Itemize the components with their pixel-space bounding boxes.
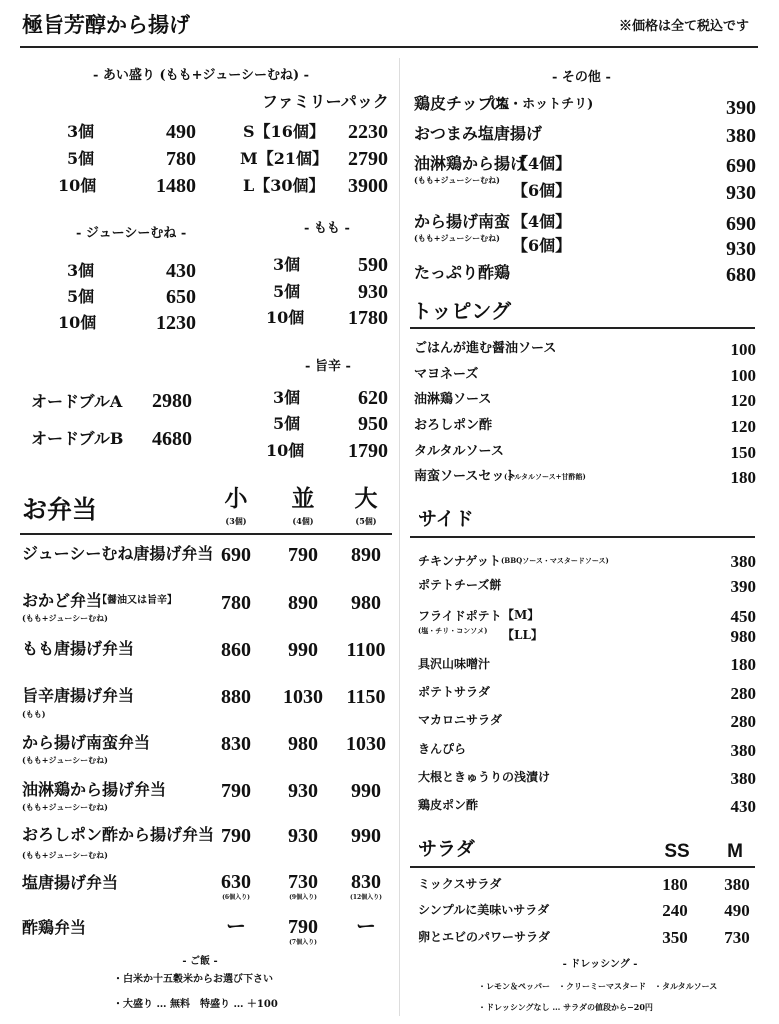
bento-size-label: 並: [291, 485, 315, 512]
column-divider: [399, 58, 400, 1016]
side-item-price: 280: [730, 712, 756, 731]
salad-size-label: M: [727, 841, 743, 862]
salad-item-name: 卵とエビのパワーサラダ: [418, 930, 550, 944]
side-item-price: 380: [730, 741, 756, 760]
bento-price-large: 1100: [346, 639, 386, 661]
other-item-name: 油淋鶏から揚げ: [414, 154, 527, 173]
side-item-price: 380: [730, 769, 756, 788]
topping-item-name: タルタルソース: [414, 444, 504, 459]
other-item-note: (塩・ホットチリ): [490, 97, 594, 112]
other-item-name: から揚げ南蛮: [414, 212, 511, 231]
salad-size-label: SS: [664, 841, 690, 862]
topping-item-price: 120: [730, 391, 756, 410]
other-item-price: 930: [726, 238, 756, 260]
bento-item-tag: 【醤油又は旨辛】: [97, 595, 177, 606]
bento-item-name: もも唐揚げ弁当: [22, 639, 135, 658]
bento-item-name: 塩唐揚げ弁当: [22, 873, 119, 892]
bento-price-large: 1150: [346, 686, 386, 708]
bento-divider: [20, 533, 392, 535]
other-item-price: 380: [726, 125, 756, 147]
topping-item-price: 150: [730, 443, 756, 462]
hors-name: オードブルA: [31, 392, 123, 411]
other-item-name: たっぷり酢鶏: [414, 263, 511, 282]
bento-price-large: 1030: [346, 733, 386, 755]
juicy-title: - ジューシーむね -: [76, 226, 187, 241]
bento-size-label: 小: [224, 485, 248, 512]
salad-item-name: ミックスサラダ: [418, 877, 502, 891]
header-divider: [20, 46, 758, 48]
bento-price-large: 980: [351, 592, 381, 614]
hors-name: オードブルB: [31, 429, 124, 448]
momo-qty: 5個: [273, 282, 301, 301]
topping-item-name: おろしポン酢: [414, 418, 493, 433]
juicy-price: 1230: [156, 312, 196, 334]
side-item-name: マカロニサラダ: [418, 713, 502, 727]
family-price: 2230: [348, 121, 388, 143]
side-item-note: (BBQソース・マスタードソース): [501, 556, 609, 565]
side-item-name: きんぴら: [418, 742, 467, 756]
family-price: 2790: [348, 148, 388, 170]
topping-item-price: 120: [730, 417, 756, 436]
salad-divider: [410, 866, 755, 868]
umakara-price: 1790: [348, 440, 388, 462]
juicy-price: 430: [166, 260, 196, 282]
rice-title: - ご飯 -: [182, 956, 218, 967]
page-title: 極旨芳醇から揚げ: [22, 12, 190, 37]
bento-price-regular: 990: [288, 639, 318, 661]
bento-size-label: 大: [354, 485, 378, 512]
other-item-name: おつまみ塩唐揚げ: [414, 124, 542, 143]
momo-price: 930: [358, 281, 388, 303]
other-item-price: 690: [726, 155, 756, 177]
dressing-title: - ドレッシング -: [562, 959, 638, 970]
other-item-sub: (もも+ジューシーむね): [414, 233, 500, 243]
bento-item-name: ジューシーむね唐揚げ弁当: [22, 544, 214, 563]
salad-title: サラダ: [418, 838, 475, 860]
tax-note: ※価格は全て税込です: [618, 19, 749, 34]
other-item-size: 【4個】: [512, 154, 572, 173]
side-item-note: 【M】: [502, 608, 540, 622]
aimori-price: 780: [166, 148, 196, 170]
bento-price-regular: 730: [288, 871, 318, 893]
side-item-note: 【LL】: [502, 628, 543, 642]
side-item-price: 390: [730, 577, 756, 596]
side-item-price: 280: [730, 684, 756, 703]
rice-note: ・大盛り … 無料 特盛り … ＋100: [113, 999, 278, 1010]
bento-price-regular: 890: [288, 592, 318, 614]
family-price: 3900: [348, 175, 388, 197]
side-item-name: フライドポテト: [418, 609, 502, 623]
side-item-price: 430: [730, 797, 756, 816]
side-item-name: ポテトサラダ: [418, 685, 490, 699]
other-item-sub: (もも+ジューシーむね): [414, 175, 500, 185]
bento-price-small: 790: [221, 780, 251, 802]
salad-price-m: 490: [724, 901, 750, 920]
other-item-price: 680: [726, 264, 756, 286]
aimori-qty: 5個: [67, 149, 95, 168]
side-title: サイド: [418, 508, 474, 530]
salad-item-name: シンプルに美味いサラダ: [418, 903, 550, 917]
bento-price-large: 990: [351, 780, 381, 802]
bento-piece-count: (7個入り): [289, 939, 317, 946]
side-item-name: 鶏皮ポン酢: [418, 798, 479, 812]
rice-note: ・白米か十五穀米からお選び下さい: [113, 974, 273, 985]
side-item-name: 大根ときゅうりの浅漬け: [418, 770, 551, 784]
bento-price-regular: 1030: [283, 686, 323, 708]
momo-title: - もも -: [304, 221, 350, 236]
bento-price-large: 990: [351, 825, 381, 847]
bento-item-name: 酢鶏弁当: [22, 918, 87, 937]
aimori-qty: 10個: [58, 176, 97, 195]
umakara-price: 950: [358, 413, 388, 435]
aimori-qty: 3個: [67, 122, 95, 141]
salad-price-m: 730: [724, 928, 750, 947]
bento-price-regular: 930: [288, 780, 318, 802]
topping-title: トッピング: [412, 299, 511, 323]
bento-piece-count: (9個入り): [289, 894, 317, 901]
topping-item-note: (タルタルソース+甘酢餡): [504, 472, 586, 481]
bento-price-small: 860: [221, 639, 251, 661]
side-item-sub: (塩・チリ・コンソメ): [418, 626, 488, 635]
side-item-name: チキンナゲット: [418, 554, 501, 568]
bento-price-small: 780: [221, 592, 251, 614]
juicy-qty: 3個: [67, 261, 95, 280]
topping-item-name: ごはんが進む醤油ソース: [414, 341, 557, 356]
momo-qty: 3個: [273, 255, 301, 274]
other-item-size: 【4個】: [512, 212, 572, 231]
dressing-note: ・ドレッシングなし … サラダの値段から−20円: [478, 1002, 653, 1012]
bento-price-small: 690: [221, 544, 251, 566]
bento-price-regular: 980: [288, 733, 318, 755]
topping-item-price: 100: [730, 340, 756, 359]
juicy-price: 650: [166, 286, 196, 308]
topping-item-price: 100: [730, 366, 756, 385]
bento-item-sub: (もも+ジューシーむね): [22, 802, 108, 812]
bento-size-count: (5個): [355, 516, 377, 526]
family-size: L【30個】: [243, 176, 325, 195]
bento-size-count: (3個): [225, 516, 247, 526]
bento-price-small: 830: [221, 733, 251, 755]
other-item-price: 930: [726, 182, 756, 204]
bento-price-large: 890: [351, 544, 381, 566]
other-title: - その他 -: [552, 70, 611, 85]
topping-divider: [410, 327, 755, 329]
bento-item-sub: (もも+ジューシーむね): [22, 755, 108, 765]
family-size: S【16個】: [243, 122, 325, 141]
hors-price: 4680: [152, 428, 192, 450]
side-item-name: 具沢山味噌汁: [418, 657, 491, 671]
other-item-price: 390: [726, 97, 756, 119]
other-item-size: 【6個】: [512, 236, 572, 255]
hors-price: 2980: [152, 390, 192, 412]
family-title: ファミリーパック: [262, 92, 389, 111]
bento-price-regular: 790: [288, 544, 318, 566]
side-item-price: 180: [730, 655, 756, 674]
juicy-qty: 10個: [58, 313, 97, 332]
bento-item-sub: (もも+ジューシーむね): [22, 613, 108, 623]
bento-item-name: から揚げ南蛮弁当: [22, 733, 151, 752]
bento-price-regular: 790: [288, 916, 318, 938]
juicy-qty: 5個: [67, 287, 95, 306]
bento-title: お弁当: [22, 495, 98, 524]
bento-size-count: (4個): [292, 516, 314, 526]
umakara-price: 620: [358, 387, 388, 409]
side-item-price: 980: [730, 627, 756, 646]
side-item-price: 450: [730, 607, 756, 626]
umakara-title: - 旨辛 -: [305, 359, 351, 374]
bento-price-small: 790: [221, 825, 251, 847]
side-item-price: 380: [730, 552, 756, 571]
other-item-price: 690: [726, 213, 756, 235]
momo-qty: 10個: [266, 308, 305, 327]
bento-item-sub: (もも): [22, 709, 46, 719]
bento-price-small: 880: [221, 686, 251, 708]
family-size: M【21個】: [240, 149, 328, 168]
bento-price-small: 630: [221, 871, 251, 893]
momo-price: 590: [358, 254, 388, 276]
bento-item-name: おろしポン酢から揚げ弁当: [22, 825, 215, 844]
topping-item-name: 油淋鶏ソース: [414, 392, 492, 407]
bento-item-name: 旨辛唐揚げ弁当: [22, 686, 135, 705]
salad-price-ss: 180: [662, 875, 688, 894]
other-item-name: 鶏皮チップス: [414, 94, 509, 113]
bento-price-large: 830: [351, 871, 381, 893]
umakara-qty: 3個: [273, 388, 301, 407]
dressing-options: ・レモン＆ペッパー ・クリーミーマスタード ・タルタルソース: [478, 981, 718, 991]
bento-price-large: ー: [356, 916, 376, 938]
aimori-price: 1480: [156, 175, 196, 197]
bento-price-small: ー: [226, 916, 246, 938]
bento-piece-count: (12個入り): [349, 894, 383, 901]
aimori-price: 490: [166, 121, 196, 143]
topping-item-price: 180: [730, 468, 756, 487]
salad-price-m: 380: [724, 875, 750, 894]
side-item-name: ポテトチーズ餅: [418, 578, 502, 592]
umakara-qty: 10個: [266, 441, 305, 460]
topping-item-name: マヨネーズ: [414, 367, 479, 382]
bento-item-name: 油淋鶏から揚げ弁当: [22, 780, 167, 799]
topping-item-name: 南蛮ソースセット: [414, 469, 518, 484]
salad-price-ss: 240: [662, 901, 688, 920]
bento-piece-count: (6個入り): [222, 894, 250, 901]
bento-item-sub: (もも+ジューシーむね): [22, 850, 108, 860]
side-divider: [410, 536, 755, 538]
aimori-title: - あい盛り (もも+ジューシーむね) -: [93, 68, 310, 83]
bento-item-name: おかど弁当: [22, 591, 103, 610]
salad-price-ss: 350: [662, 928, 688, 947]
other-item-size: 【6個】: [512, 181, 572, 200]
umakara-qty: 5個: [273, 414, 301, 433]
bento-price-regular: 930: [288, 825, 318, 847]
momo-price: 1780: [348, 307, 388, 329]
